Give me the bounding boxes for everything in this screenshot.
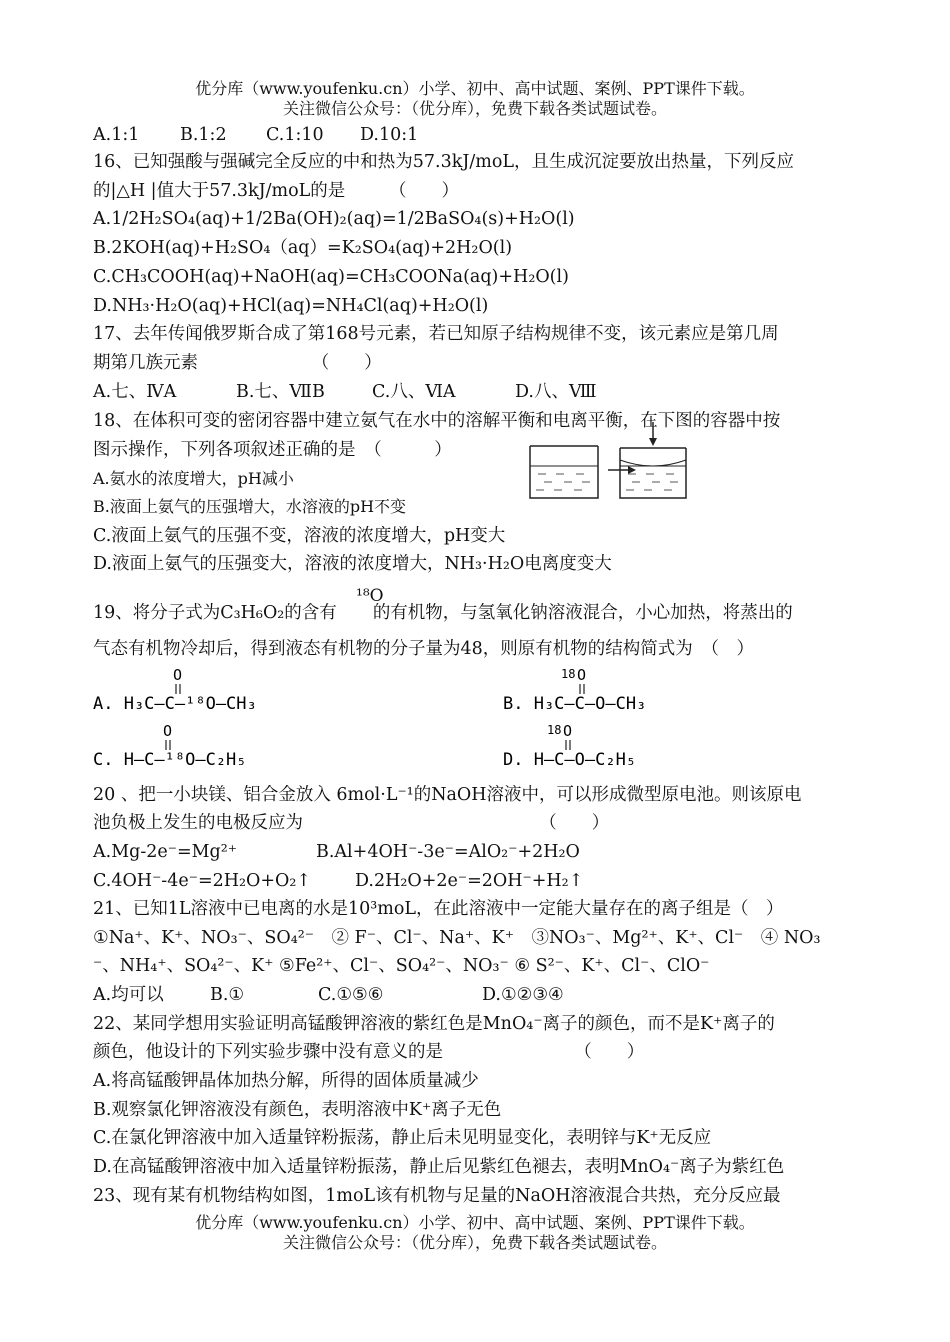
footer-line-1: 优分库（www.youfenku.cn）小学、初中、高中试题、案例、PPT课件下载。 [195,1213,755,1232]
q21-option-a: A.均可以 [93,985,164,1005]
q20-option-b: B.Al+4OH⁻-3e⁻=AlO₂⁻+2H₂O [316,842,580,862]
q19-option-b-formula: B. H₃C—C—O—CH₃ [503,694,647,714]
q17-option-c: C.八、ⅥA [372,382,456,402]
q16-option-d: D.NH₃·H₂O(aq)+HCl(aq)=NH₄Cl(aq)+H₂O(l) [93,296,489,316]
q15-option-b: B.1:2 [180,125,227,145]
q17-option-d: D.八、Ⅷ [515,382,597,402]
q21-stem-line-2: ①Na⁺、K⁺、NO₃⁻、SO₄²⁻ ② F⁻、Cl⁻、Na⁺、K⁺ ③NO₃⁻、Mg²⁺、K⁺、Cl⁻ ④ NO₃ [93,928,821,948]
q16-option-b: B.2KOH(aq)+H₂SO₄（aq）=K₂SO₄(aq)+2H₂O(l) [93,238,513,258]
q22-stem-line-1: 22、某同学想用实验证明高锰酸钾溶液的紫红色是MnO₄⁻离子的颜色，而不是K⁺离子的 [93,1014,775,1034]
arrow-right-icon [608,466,636,474]
q21-stem-line-1: 21、已知1L溶液中已电离的水是10³moL，在此溶液中一定能大量存在的离子组是（ ） [93,899,784,919]
q19-stem-line-1 [93,601,793,625]
q19-option-c-formula: C. H—C—¹⁸O—C₂H₅ [93,750,247,770]
q18-stem-line-1: 18、在体积可变的密闭容器中建立氨气在水中的溶解平衡和电离平衡，在下图的容器中按 [93,411,781,431]
q19-structure-d [503,720,803,776]
q17-option-a: A.七、ⅣA [93,382,177,402]
q15-option-a: A.1:1 [93,125,140,145]
q16-option-c: C.CH₃COOH(aq)+NaOH(aq)=CH₃COONa(aq)+H₂O(l) [93,267,569,287]
beaker-before [530,446,598,498]
q19-option-d-formula: D. H—C—O—C₂H₅ [503,750,637,770]
q18-option-a: A.氨水的浓度增大，pH减小 [93,469,294,488]
q15-option-d: D.10:1 [360,125,419,145]
q16-option-a: A.1/2H₂SO₄(aq)+1/2Ba(OH)₂(aq)=1/2BaSO₄(s)+H₂O(l) [93,209,575,229]
q20-option-c: C.4OH⁻-4e⁻=2H₂O+O₂↑ [93,871,312,891]
carbonyl-oxygen: O [173,666,183,684]
q18-option-b: B.液面上氨气的压强增大，水溶液的pH不变 [93,497,407,516]
q22-option-b: B.观察氯化钾溶液没有颜色，表明溶液中K⁺离子无色 [93,1100,502,1120]
q19-stem-part-1: 19、将分子式为C₃H₆O₂的含有 [93,603,337,623]
q23-stem-line-1: 23、现有某有机物结构如图，1moL该有机物与足量的NaOH溶液混合共热，充分反应最 [93,1186,781,1206]
q22-option-c: C.在氯化钾溶液中加入适量锌粉振荡，静止后未见明显变化，表明锌与K⁺无反应 [93,1128,712,1148]
q21-option-c: C.①⑤⑥ [318,985,384,1005]
q19-stem-part-2: 的有机物，与氢氧化钠溶液混合，小心加热，将蒸出的 [372,603,793,623]
header-line-1: 优分库（www.youfenku.cn）小学、初中、高中试题、案例、PPT课件下载。 [195,79,755,98]
q17-option-b: B.七、ⅦB [236,382,325,402]
q17-stem-line-1: 17、去年传闻俄罗斯合成了第168号元素，若已知原子结构规律不变，该元素应是第几周 [93,324,779,344]
header-line-2: 关注微信公众号：（优分库），免费下载各类试题试卷。 [282,99,667,118]
q19-structure-a [93,664,393,720]
q20-option-a: A.Mg-2e⁻=Mg²⁺ [93,842,237,862]
q21-stem-line-3: ⁻、NH₄⁺、SO₄²⁻、K⁺ ⑤Fe²⁺、Cl⁻、SO₄²⁻、NO₃⁻ ⑥ S²⁻、K⁺、Cl⁻、ClO⁻ [93,956,710,976]
q20-stem-line-2: 池负极上发生的电极反应为 （ ） [93,813,610,833]
q21-option-b: B.① [210,985,245,1005]
q17-stem-line-2: 期第几族元素 （ ） [93,353,382,373]
q22-option-d: D.在高锰酸钾溶液中加入适量锌粉振荡，静止后见紫红色褪去，表明MnO₄⁻离子为紫红色 [93,1157,785,1177]
isotope-18O-label: ¹⁸O [356,586,384,606]
q20-stem-line-1: 20 、把一小块镁、铝合金放入 6mol·L⁻¹的NaOH溶液中，可以形成微型原电池。则该原电 [93,785,802,805]
beaker-after [620,422,686,498]
q19-stem-line-2: 气态有机物冷却后，得到液态有机物的分子量为48，则原有机物的结构简式为 （ ） [93,639,755,659]
q21-option-d: D.①②③④ [482,985,564,1005]
q19-option-a-formula: A. H₃C—C—¹⁸O—CH₃ [93,694,257,714]
isotope-18-mark: 18 [561,667,576,681]
carbonyl-oxygen: O [163,722,173,740]
q22-stem-line-2: 颜色，他设计的下列实验步骤中没有意义的是 （ ） [93,1042,645,1062]
q16-stem-line-2: 的|△H |值大于57.3kJ/moL的是 （ ） [93,181,460,201]
q19-structure-c [93,720,393,776]
carbonyl-oxygen: O [577,666,587,684]
q18-option-d: D.液面上氨气的压强变大，溶液的浓度增大，NH₃·H₂O电离度变大 [93,554,612,574]
beaker-compression-diagram [528,420,688,502]
q16-stem-line-1: 16、已知强酸与强碱完全反应的中和热为57.3kJ/moL，且生成沉淀要放出热量，下列反应 [93,152,794,172]
q19-structure-b [503,664,803,720]
footer-line-2: 关注微信公众号：（优分库），免费下载各类试题试卷。 [282,1233,667,1252]
q18-stem-line-2: 图示操作，下列各项叙述正确的是 （ ） [93,440,452,460]
carbonyl-oxygen: O [563,722,573,740]
q15-option-c: C.1:10 [266,125,324,145]
isotope-18-mark: 18 [547,723,562,737]
q20-option-d: D.2H₂O+2e⁻=2OH⁻+H₂↑ [355,871,584,891]
q18-option-c: C.液面上氨气的压强不变，溶液的浓度增大，pH变大 [93,526,506,546]
q22-option-a: A.将高锰酸钾晶体加热分解，所得的固体质量减少 [93,1071,479,1091]
